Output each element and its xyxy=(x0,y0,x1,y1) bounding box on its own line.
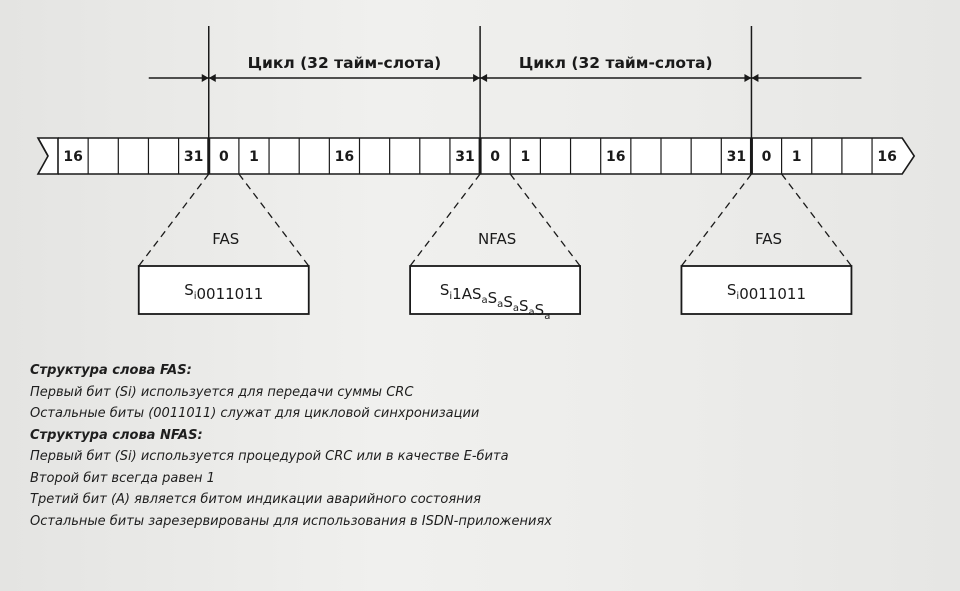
arrow-head xyxy=(473,74,480,82)
nfas-line-2: Второй бит всегда равен 1 xyxy=(30,470,215,486)
zoom-guide-right xyxy=(510,174,580,266)
arrow-head xyxy=(751,74,758,82)
nfas-structure-title: Структура слова NFAS: xyxy=(30,427,203,443)
timeslot-number: 31 xyxy=(455,149,475,165)
timeslot-number: 0 xyxy=(761,149,772,165)
nfas-line-1: Первый бит (Si) используется процедурой CRC или в качестве E-бита xyxy=(30,449,509,464)
cycle-annotations xyxy=(149,26,862,138)
fas-line-1: Первый бит (Si) используется для передачи суммы CRC xyxy=(30,384,414,400)
arrow-head xyxy=(209,74,216,82)
timeslot-number: 31 xyxy=(183,149,204,165)
word-type-label: FAS xyxy=(755,230,783,248)
word-expansion-nfas xyxy=(410,174,580,322)
word-expansion-fas xyxy=(681,174,851,314)
fas-structure-title: Структура слова FAS: xyxy=(30,363,192,378)
word-bits-value: $S_i0011011$ xyxy=(726,281,807,303)
word-type-label: NFAS xyxy=(478,230,517,248)
nfas-line-3: Третий бит (А) является битом индикации аварийного состояния xyxy=(30,492,481,507)
timeslot-number: 1 xyxy=(249,149,259,165)
cycle-label: Цикл (32 тайм-слота) xyxy=(247,54,442,72)
word-type-label: FAS xyxy=(212,230,240,248)
word-expansions xyxy=(139,174,852,322)
word-bits-value: $S_i1AS_aS_aS_aS_aS_a$ xyxy=(439,281,551,322)
arrow-head xyxy=(202,74,209,82)
zoom-guide-left xyxy=(139,174,209,266)
zoom-guide-right xyxy=(782,174,852,266)
timeslot-number: 1 xyxy=(520,149,531,165)
timeslot-number: 0 xyxy=(490,149,501,165)
timeslot-number: 16 xyxy=(606,149,626,165)
timeslot-number: 16 xyxy=(63,149,83,165)
timeslot-frame xyxy=(38,138,914,174)
arrow-head xyxy=(744,74,751,82)
timeslot-number: 0 xyxy=(218,149,229,165)
cycle-label: Цикл (32 тайм-слота) xyxy=(518,54,713,72)
zoom-guide-left xyxy=(681,174,751,266)
timeslot-number: 16 xyxy=(877,149,897,165)
word-expansion-fas xyxy=(139,174,309,314)
timeslot-number: 1 xyxy=(791,149,802,165)
fas-line-2: Остальные биты (0011011) служат для цикловой синхронизации xyxy=(30,406,480,421)
timeslot-number: 31 xyxy=(726,149,747,165)
nfas-line-4: Остальные биты зарезервированы для использования в ISDN-приложениях xyxy=(30,513,552,529)
zoom-guide-left xyxy=(410,174,480,266)
legend xyxy=(30,360,552,532)
zoom-guide-right xyxy=(239,174,309,266)
timeslot-number: 16 xyxy=(334,149,355,165)
arrow-head xyxy=(480,74,487,82)
word-bits-value: $S_i0011011$ xyxy=(184,281,264,303)
